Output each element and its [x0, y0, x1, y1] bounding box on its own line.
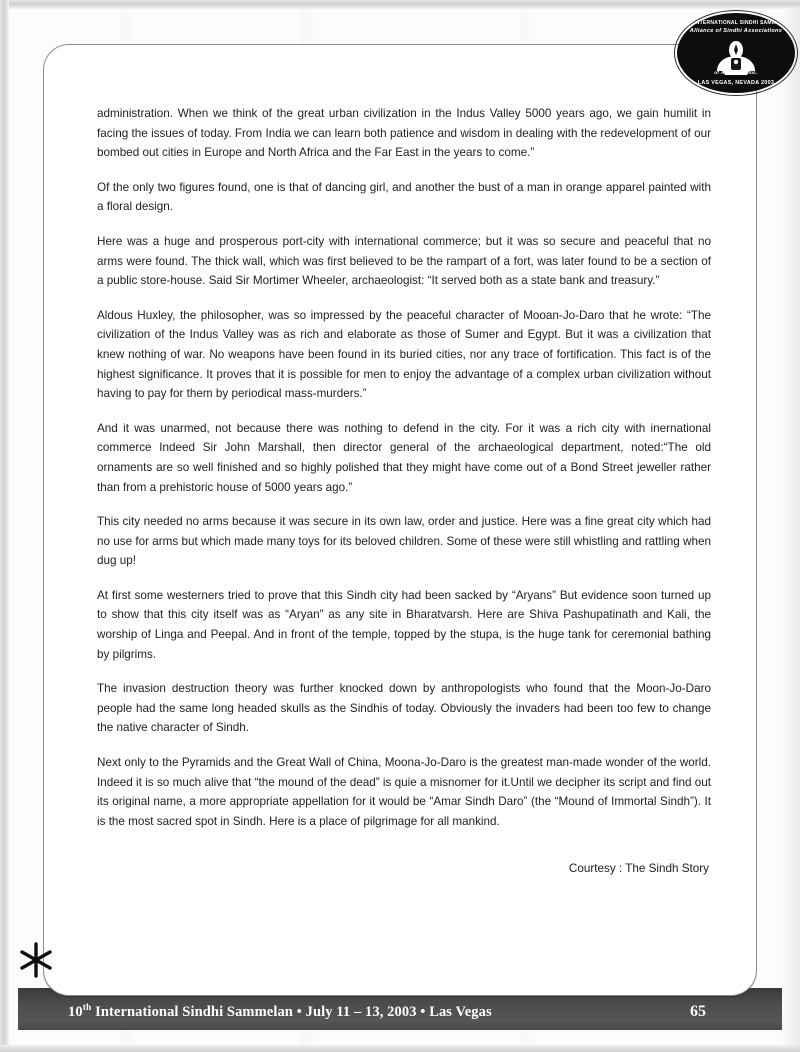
- body-paragraph: The invasion destruction theory was further knocked down by anthropologists who found that the Moon-Jo-Daro people had the same long headed skulls as the Sindhis of today. Obviously the invaders had been too few to change the native character of Sindh.: [97, 682, 711, 735]
- scan-left-edge: [0, 0, 9, 1052]
- emblem-oval: [677, 13, 795, 93]
- footer-conference-line: [68, 1004, 492, 1021]
- page-number: 65: [690, 1003, 706, 1020]
- body-paragraph: This city needed no arms because it was secure in its own law, order and justice. Here was a fine great city which had no use for arms but which made many toys for its beloved children. Some of these were still whistling and rattling when dug up!: [97, 515, 711, 568]
- body-paragraph: administration. When we think of the great urban civilization in the Indus Valley 5000 years ago, we gain humilit in facing the issues of today. From India we can learn both patience and wisdom in dealing with the redevelopment of our bombed out cities in Europe and North Africa and the Far East in the years to come.”: [97, 107, 711, 160]
- footer-conference-details: International Sindhi Sammelan • July 11 – 13, 2003 • Las Vegas: [91, 1004, 492, 1020]
- body-paragraph: Of the only two figures found, one is that of dancing girl, and another the bust of a man in orange apparel painted with a floral design.: [97, 180, 711, 214]
- asterisk-icon: [16, 940, 56, 980]
- emblem-text-line-2: Alliance of Sindhi Associations: [689, 28, 783, 34]
- body-paragraph: Aldous Huxley, the philosopher, was so impressed by the peaceful character of Mooan-Jo-Daro that he wrote: “The civilization of the Indus Valley was as rich and elaborate as those of Sumer and Egypt. But it was a civilization that knew nothing of war. No weapons have been found in its buried cities, nor any trace of fortification. This fact is of the highest significance. It proves that it is possible for men to enjoy the advantage of a complex urban civilization without having to pay for them by periodical mass-murders.”: [97, 308, 711, 401]
- body-paragraph: At first some westerners tried to prove that this Sindh city had been sacked by “Aryans” But evidence soon turned up to show that this city itself was as “Aryan” as any site in Bharatvarsh. Here are Shiva Pashupatinath and Kali, the worship of Linga and Peepal. And in front of the temple, topped by the stupa, is the huge tank for ceremonial bathing by pilgrims.: [97, 588, 711, 661]
- courtesy-attribution: Courtesy : The Sindh Story: [568, 862, 709, 876]
- body-paragraph: Next only to the Pyramids and the Great Wall of China, Moona-Jo-Daro is the greatest man-made wonder of the world. Indeed it is so much alive that “the mound of the dead” is quie a misnomer for it.Until we decipher its script and find out its original name, a more appropriate appellation for it would be “Amar Sindh Daro” (the “Mound of Immortal Sindh”). It is the most sacred spot in Sindh. Here is a place of pilgrimage for all mankind.: [97, 756, 711, 828]
- emblem-text-line-4: LAS VEGAS, NEVADA 2003: [697, 80, 775, 86]
- emblem-text-line-1: 10th INTERNATIONAL SINDHI SAMMELAN: [680, 20, 792, 26]
- emblem-text-line-3: of American, Inc.: [714, 71, 758, 76]
- article-body: [97, 104, 711, 879]
- body-paragraph: Here was a huge and prosperous port-city with international commerce; but it was so secure and peaceful that no arms were found. The thick wall, which was first believed to be the rampart of a fort, was later found to be a section of a public store-house. Said Sir Mortimer Wheeler, archaeologist: “It served both as a state bank and treasury.”: [97, 234, 711, 288]
- body-paragraph: And it was unarmed, not because there was nothing to defend in the city. For it was a rich city with inernational commerce Indeed Sir John Marshall, then director general of the archaeological department, noted:“The old ornaments are so well finished and so highly polished that they might have come out of a Bond Street jeweller rather than from a prehistoric house of 5000 years ago.”: [97, 421, 711, 494]
- footer-ordinal-suffix: th: [82, 1003, 92, 1014]
- conference-emblem-logo: [677, 13, 795, 93]
- footer-ordinal-number: 10: [68, 1004, 83, 1020]
- scan-bottom-edge: [0, 1045, 800, 1052]
- scan-top-edge: [0, 0, 800, 9]
